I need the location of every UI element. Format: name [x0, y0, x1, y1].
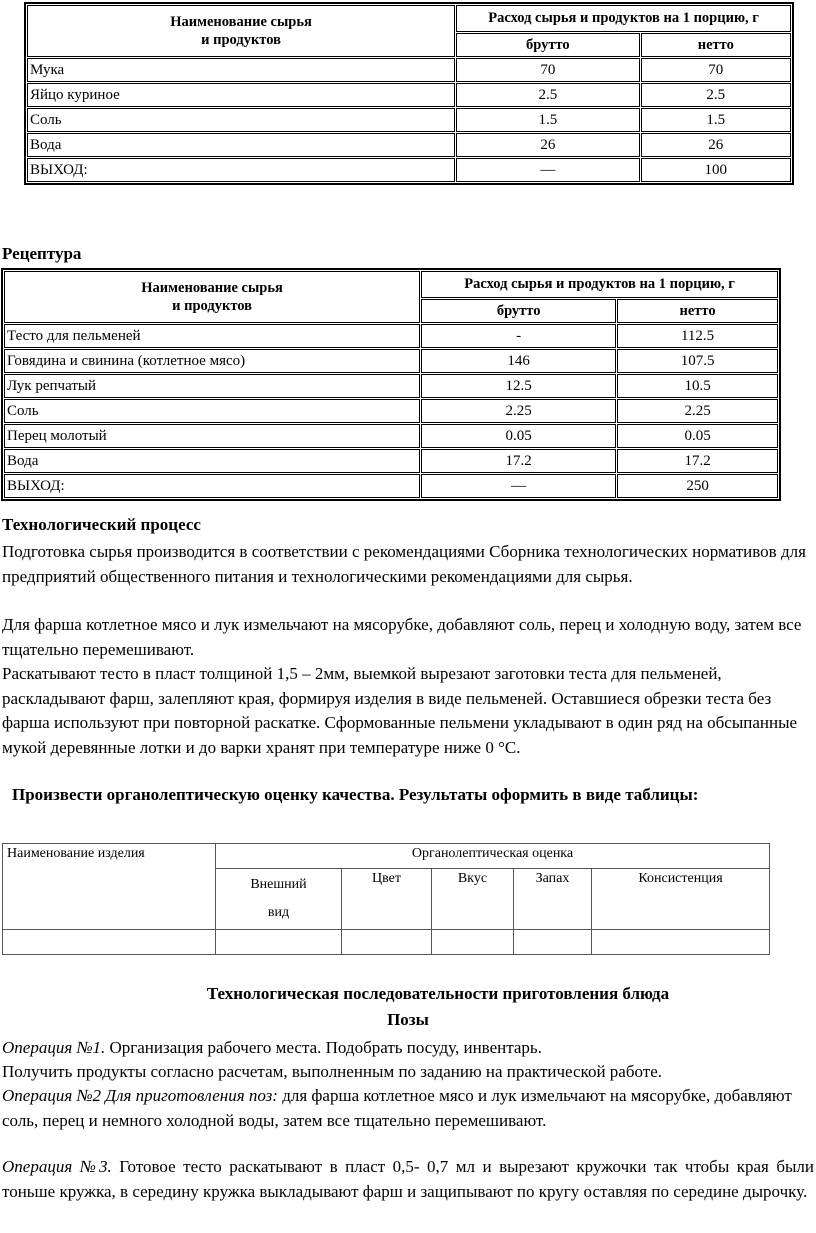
net-value: 70 — [641, 58, 791, 82]
gross-value: 0.05 — [421, 424, 616, 448]
net-value: 26 — [641, 133, 791, 157]
net-value: 10.5 — [617, 374, 778, 398]
gross-value: 2.25 — [421, 399, 616, 423]
table-row — [27, 58, 791, 82]
net-value: 112.5 — [617, 324, 778, 348]
empty-table-row — [3, 930, 770, 955]
empty-cell — [592, 930, 770, 955]
process-paragraph-1: Подготовка сырья производится в соответствии с рекомендациями Сборника технологических нормативов для предприятий общественного питания и технологическими рекомендациями для сырья. — [2, 542, 806, 586]
table-row — [27, 108, 791, 132]
table-row — [4, 449, 778, 473]
net-value: 250 — [617, 474, 778, 498]
gross-value: 26 — [456, 133, 639, 157]
appearance-header: Внешний вид — [216, 869, 342, 930]
pelmeni-recipe-table — [1, 268, 781, 501]
net-value: 100 — [641, 158, 791, 182]
ingredient-name: Вода — [27, 133, 455, 157]
gross-value: 12.5 — [421, 374, 616, 398]
operation-1-label: Операция №1. — [2, 1038, 106, 1057]
operation-1-text: Организация рабочего места. Подобрать посуду, инвентарь. — [105, 1038, 542, 1057]
table-row — [4, 474, 778, 498]
operation-1-line-2: Получить продукты согласно расчетам, выполненным по заданию на практической работе. — [2, 1062, 662, 1081]
color-header: Цвет — [342, 869, 432, 930]
operation-2-text: для фарша котлетное мясо и лук измельчают на мясорубке, добавляют соль, перец и немного холодной воды, затем все тщательно перемешивают. — [2, 1086, 792, 1130]
table-row — [4, 349, 778, 373]
header-name: Наименование сырья и продуктов — [27, 5, 455, 57]
gross-value: — — [421, 474, 616, 498]
ingredient-name: Соль — [27, 108, 455, 132]
ingredient-name: Вода — [4, 449, 420, 473]
net-value: 2.25 — [617, 399, 778, 423]
ingredient-name: ВЫХОД: — [27, 158, 455, 182]
dish-title: Позы — [387, 1010, 429, 1029]
net-value: 0.05 — [617, 424, 778, 448]
process-paragraph-3: Раскатывают тесто в пласт толщиной 1,5 – 2мм, выемкой вырезают заготовки теста для пельменей, раскладывают фарш, залепляют края, формируя изделия в виде пельменей. Оставшиеся обрезки теста без фарша используют при повторной раскатке. Сформованные пельмени укладывают в один ряд на обсыпанные мукой деревянные лотки и до варки хранят при температуре ниже 0 °С. — [2, 664, 798, 757]
ingredient-name: Лук репчатый — [4, 374, 420, 398]
table-row — [27, 83, 791, 107]
net-value: 2.5 — [641, 83, 791, 107]
task-instruction: Произвести органолептическую оценку качества. Результаты оформить в виде таблицы: — [12, 785, 699, 804]
product-name-header: Наименование изделия — [3, 844, 216, 930]
gross-value: 146 — [421, 349, 616, 373]
process-paragraph-2: Для фарша котлетное мясо и лук измельчают на мясорубке, добавляют соль, перец и холодную воду, затем все тщательно перемешивают. — [2, 615, 802, 659]
dough-recipe-table — [24, 2, 794, 185]
ingredient-name: ВЫХОД: — [4, 474, 420, 498]
table-row — [4, 399, 778, 423]
net-value: 107.5 — [617, 349, 778, 373]
empty-cell — [342, 930, 432, 955]
sequence-title: Технологическая последовательности приготовления блюда — [206, 984, 670, 1003]
smell-header: Запах — [514, 869, 592, 930]
header-gross: брутто — [421, 299, 616, 323]
operation-1 — [2, 1036, 814, 1061]
consistency-header: Консистенция — [592, 869, 770, 930]
operation-2-label: Операция №2 Для приготовления поз: — [2, 1086, 278, 1105]
organoleptic-table — [2, 843, 770, 955]
header-name: Наименование сырья и продуктов — [4, 271, 420, 323]
gross-value: 1.5 — [456, 108, 639, 132]
header-net: нетто — [641, 33, 791, 57]
gross-value: 2.5 — [456, 83, 639, 107]
header-net: нетто — [617, 299, 778, 323]
ingredient-name: Говядина и свинина (котлетное мясо) — [4, 349, 420, 373]
evaluation-header: Органолептическая оценка — [216, 844, 770, 869]
recipe-heading: Рецептура — [2, 244, 82, 263]
gross-value: 17.2 — [421, 449, 616, 473]
header-consumption: Расход сырья и продуктов на 1 порцию, г — [456, 5, 791, 32]
net-value: 17.2 — [617, 449, 778, 473]
empty-cell — [3, 930, 216, 955]
ingredient-name: Соль — [4, 399, 420, 423]
table-row — [4, 374, 778, 398]
ingredient-name: Мука — [27, 58, 455, 82]
gross-value: - — [421, 324, 616, 348]
empty-cell — [432, 930, 514, 955]
header-consumption: Расход сырья и продуктов на 1 порцию, г — [421, 271, 778, 298]
table-row — [4, 424, 778, 448]
ingredient-name: Тесто для пельменей — [4, 324, 420, 348]
table-row — [27, 158, 791, 182]
process-heading: Технологический процесс — [2, 515, 201, 534]
operation-3 — [2, 1155, 814, 1204]
gross-value: — — [456, 158, 639, 182]
table-row — [27, 133, 791, 157]
operation-3-text: Готовое тесто раскатывают в пласт 0,5- 0,7 мл и вырезают кружочки так чтобы края были тоньше кружка, в середину кружка выкладывают фарш и защипывают по кругу оставляя по середине дырочку. — [2, 1157, 814, 1201]
ingredient-name: Яйцо куриное — [27, 83, 455, 107]
ingredient-name: Перец молотый — [4, 424, 420, 448]
empty-cell — [216, 930, 342, 955]
table-row — [4, 324, 778, 348]
gross-value: 70 — [456, 58, 639, 82]
operation-2 — [2, 1084, 814, 1133]
taste-header: Вкус — [432, 869, 514, 930]
operation-3-label: Операция №3. — [2, 1157, 112, 1176]
empty-cell — [514, 930, 592, 955]
net-value: 1.5 — [641, 108, 791, 132]
header-gross: брутто — [456, 33, 639, 57]
